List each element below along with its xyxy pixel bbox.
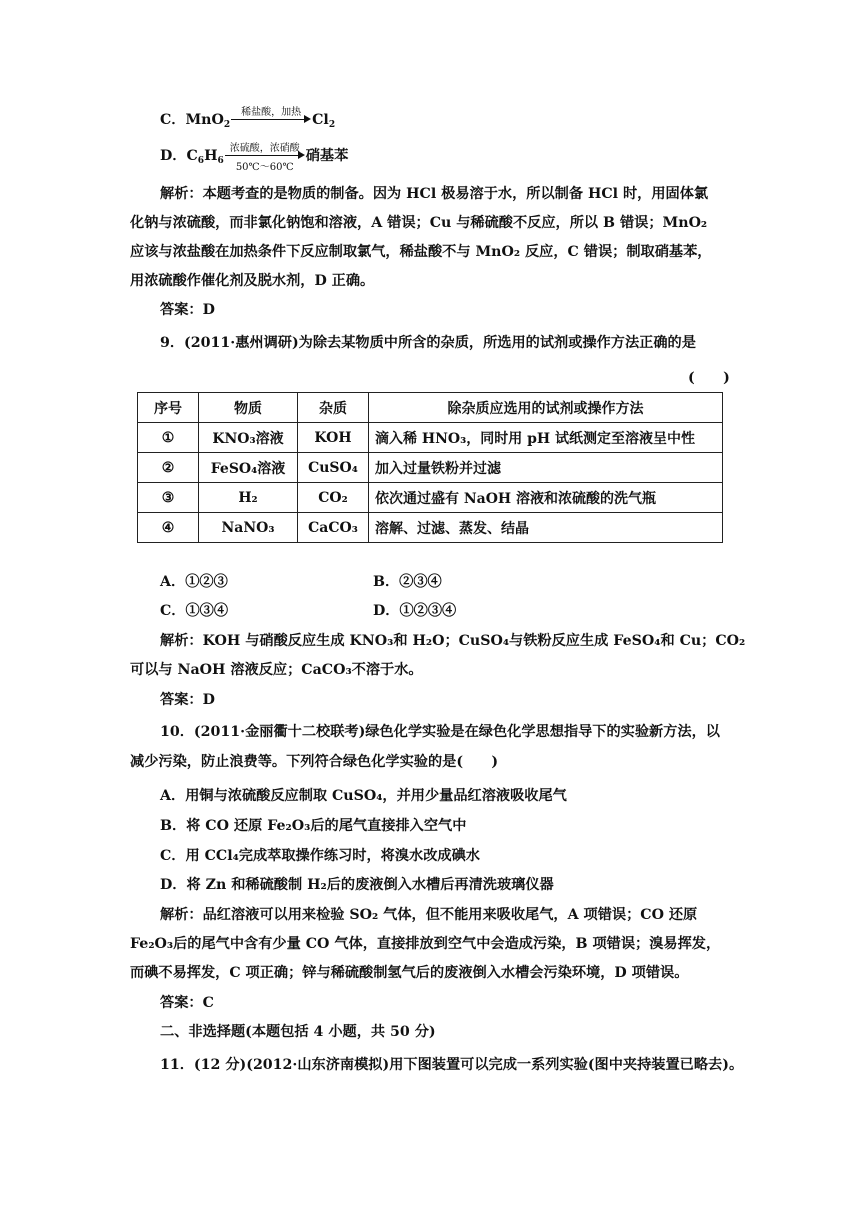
header-impurity: 杂质: [298, 393, 369, 423]
q8-option-d: D．$C_6H_6$ 浓硫酸，浓硝酸 50℃～60℃ 硝基苯: [160, 143, 349, 173]
q10-answer: 答案：C: [160, 995, 214, 1011]
q9-option-c: C．①③④: [160, 603, 229, 619]
q9-analysis-line: 可以与 NaOH 溶液反应；CaCO₃不溶于水。: [130, 662, 423, 678]
q10-option-a: A．用铜与浓硫酸反应制取 CuSO₄，并用少量品红溶液吸收尾气: [160, 788, 567, 804]
table-row: ② FeSO₄溶液 CuSO₄ 加入过量铁粉并过滤: [138, 453, 723, 483]
q10-option-d: D．将 Zn 和稀硫酸制 H₂后的废液倒入水槽后再清洗玻璃仪器: [160, 877, 554, 893]
table-header-row: [138, 393, 723, 423]
q8-analysis-line: 解析：本题考查的是物质的制备。因为 HCl 极易溶于水，所以制备 HCl 时，用固体氯: [160, 186, 709, 202]
q8-analysis-line: 应该与浓盐酸在加热条件下反应制取氯气，稀盐酸不与 MnO₂ 反应，C 错误；制取硝基苯，: [130, 244, 712, 260]
q10-option-b: B．将 CO 还原 Fe₂O₃后的尾气直接排入空气中: [160, 818, 467, 834]
q8-option-c: C．MnO$_2$ 稀盐酸，加热 $Cl_2$: [160, 107, 336, 130]
header-substance: 物质: [199, 393, 298, 423]
table-row: ④ NaNO₃ CaCO₃ 溶解、过滤、蒸发、结晶: [138, 513, 723, 543]
reagent-table: [137, 392, 723, 543]
q8-analysis-line: 用浓硫酸作催化剂及脱水剂，D 正确。: [130, 273, 375, 289]
table-row: ① KNO₃溶液 KOH 滴入稀 HNO₃，同时用 pH 试纸测定至溶液呈中性: [138, 423, 723, 453]
q11-stem: 11．(12 分)(2012·山东济南模拟)用下图装置可以完成一系列实验(图中夹持装置已略去)。: [160, 1057, 744, 1073]
q9-stem: 9．(2011·惠州调研)为除去某物质中所含的杂质，所选用的试剂或操作方法正确的是: [160, 335, 696, 351]
header-method: 除杂质应选用的试剂或操作方法: [369, 393, 723, 423]
section-title: 二、非选择题(本题包括 4 小题，共 50 分): [160, 1024, 436, 1040]
q10-stem-line: 10．(2011·金丽衢十二校联考)绿色化学实验是在绿色化学思想指导下的实验新方法，以: [160, 724, 720, 740]
q8-answer: 答案：D: [160, 302, 215, 318]
table-row: ③ H₂ CO₂ 依次通过盛有 NaOH 溶液和浓硫酸的洗气瓶: [138, 483, 723, 513]
reaction-arrow: 稀盐酸，加热: [231, 110, 311, 130]
q8-analysis-line: 化钠与浓硫酸，而非氯化钠饱和溶液，A 错误；Cu 与稀硫酸不反应，所以 B 错误；MnO₂: [130, 215, 708, 231]
reaction-arrow: 浓硫酸，浓硝酸 50℃～60℃: [225, 146, 305, 166]
q9-answer: 答案：D: [160, 692, 215, 708]
q10-option-c: C．用 CCl₄完成萃取操作练习时，将溴水改成碘水: [160, 848, 480, 864]
q9-analysis-line: 解析：KOH 与硝酸反应生成 KNO₃和 H₂O；CuSO₄与铁粉反应生成 FeSO₄和 Cu；CO₂: [160, 633, 746, 649]
q10-analysis-line: 解析：品红溶液可以用来检验 SO₂ 气体，但不能用来吸收尾气，A 项错误；CO 还原: [160, 907, 698, 923]
q9-option-d: D．①②③④: [373, 603, 457, 619]
q9-answer-paren: ( ): [688, 370, 730, 386]
q9-option-a: A．①②③: [160, 574, 228, 590]
q10-analysis-line: Fe₂O₃后的尾气中含有少量 CO 气体，直接排放到空气中会造成污染，B 项错误；溴易挥发，: [130, 936, 721, 952]
header-index: 序号: [138, 393, 199, 423]
q9-option-b: B．②③④: [373, 574, 442, 590]
option-c-reagent: C．MnO: [160, 112, 224, 128]
q10-analysis-line: 而碘不易挥发，C 项正确；锌与稀硫酸制氢气后的废液倒入水槽会污染环境，D 项错误。: [130, 965, 689, 981]
q10-stem-line: 减少污染，防止浪费等。下列符合绿色化学实验的是( ): [130, 754, 499, 770]
